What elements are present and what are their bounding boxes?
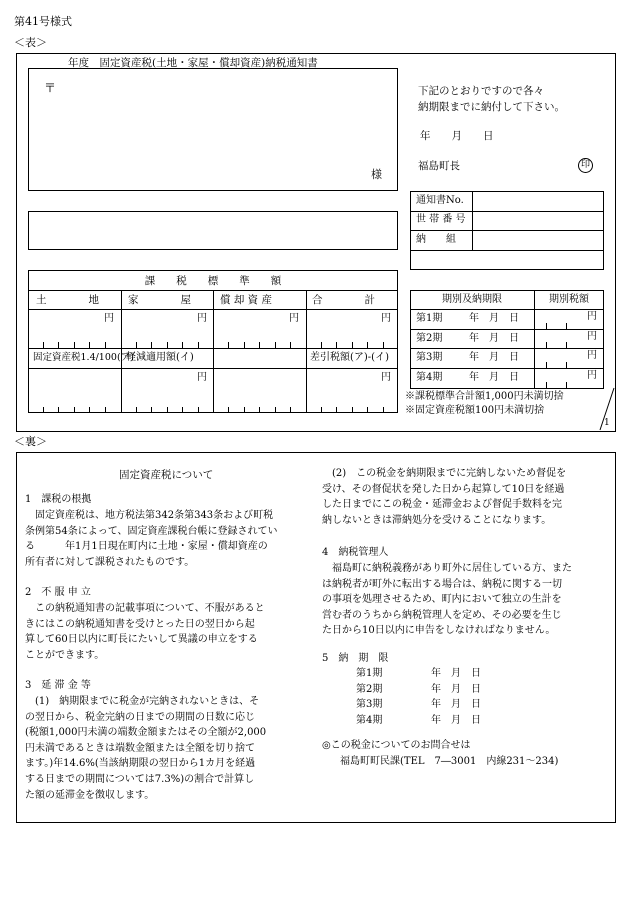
yen-reduction: 円 — [197, 372, 207, 383]
period-1-date: 年 月 日 — [469, 313, 519, 324]
tax-standard-header: 課 税 標 準 額 — [144, 275, 282, 287]
info-label-group: 納 組 — [416, 234, 456, 245]
sama-label: 様 — [371, 168, 382, 181]
yen-depreciable: 円 — [289, 313, 299, 324]
s5-period-2-name: 第2期 — [356, 684, 383, 695]
remarks-box — [28, 211, 398, 250]
postal-mark: 〒 — [44, 81, 57, 95]
back-label: ＜裏＞ — [14, 435, 47, 448]
info-label-household: 世 帯 番 号 — [416, 214, 466, 225]
issue-date: 年 月 日 — [420, 130, 494, 142]
amount-header: 期別税額 — [549, 294, 589, 305]
period-1-name: 第1期 — [416, 313, 443, 324]
back-title: 固定資産税について — [119, 469, 214, 481]
s4-body: 福島町に納税義務があり町外に居住している方、また は納税者が町外に転出する場合は、納税に関する一切 の事項を処理させるため、町内において独立の生計を 営む者のうちから納税管理人を定め、その必要を生じ た日から10日以内に申告をしなければなりません。 — [322, 563, 572, 637]
notice-line-2: 納期限までに納付して下さい。 — [418, 101, 565, 113]
seal-mark: 印 — [578, 158, 593, 173]
col-house: 家 屋 — [128, 294, 191, 306]
notice-line-1: 下記のとおりですので各々 — [418, 85, 544, 97]
yen-house: 円 — [197, 313, 207, 324]
s3-heading: 3 延 滞 金 等 — [25, 680, 91, 691]
info-label-notice-no: 通知書No. — [416, 195, 464, 206]
period-2-date: 年 月 日 — [469, 333, 519, 344]
label-fixed-asset-tax: 固定資産税1.4/100(ア) — [33, 352, 134, 363]
yen-total: 円 — [381, 313, 391, 324]
period-4-date: 年 月 日 — [469, 372, 519, 383]
label-reduction: 軽減適用額(イ) — [126, 352, 194, 363]
col-total: 合 計 — [312, 294, 375, 306]
period-header: 期別及納期限 — [442, 294, 502, 305]
s5-period-3-date: 年 月 日 — [431, 699, 481, 710]
s5-period-3-name: 第3期 — [356, 699, 383, 710]
form-number: 第41号様式 — [14, 15, 72, 28]
period-2-name: 第2期 — [416, 333, 443, 344]
yen-land: 円 — [104, 313, 114, 324]
period-3-name: 第3期 — [416, 352, 443, 363]
address-box — [28, 68, 398, 191]
notice-title: 年度 固定資産税(土地・家屋・償却資産)納税通知書 — [68, 57, 318, 69]
s5-heading: 5 納 期 限 — [322, 653, 389, 664]
s1-heading: 1 課税の根拠 — [25, 494, 92, 505]
s5-period-4-name: 第4期 — [356, 715, 383, 726]
period-1-yen: 円 — [587, 311, 597, 322]
period-4-yen: 円 — [587, 370, 597, 381]
s2-body: この納税通知書の記載事項について、不服があると きにはこの納税通知書を受けとった日の翌日から起 算して60日以内に町長にたいして異議の申立をする ことができます。 — [25, 603, 265, 661]
contact-line-1: ◎この税金についてのお問合せは — [322, 740, 471, 751]
note-tax-rounding: ※固定資産税額100円未満切捨 — [405, 405, 545, 416]
front-label: ＜表＞ — [14, 36, 47, 49]
period-4-name: 第4期 — [416, 372, 443, 383]
note-standard-rounding: ※課税標準合計額1,000円未満切捨 — [405, 391, 564, 402]
col-land: 土 地 — [36, 294, 99, 306]
period-2-yen: 円 — [587, 331, 597, 342]
page-number: 1 — [604, 418, 610, 428]
yen-net-tax: 円 — [381, 372, 391, 383]
s3-body: (1) 納期限までに税金が完納されないときは、そ の翌日から、税金完納の日までの期間の日数に応じ (税額1,000円未満の端数金額またはその全額が2,000 円未満であるときは端数金額または全額を切り捨て ます。)年14.6%(当該納期限の翌日から1カ月を経過 する日までの期間については7.3%)の割合で計算し た額の延滞金を徴収します。 — [25, 696, 267, 801]
mayor-name: 福島町長 — [418, 160, 460, 172]
s5-period-1-date: 年 月 日 — [431, 668, 481, 679]
s2-heading: 2 不 服 申 立 — [25, 587, 91, 598]
period-3-yen: 円 — [587, 350, 597, 361]
s5-period-1-name: 第1期 — [356, 668, 383, 679]
period-3-date: 年 月 日 — [469, 352, 519, 363]
s1-body: 固定資産税は、地方税法第342条第343条および町税 条例第54条によって、固定資産課税台帳に登録されてい る 年1月1日現在町内に土地・家屋・償却資産の 所有者に対して課税されたものです。 — [25, 510, 278, 568]
contact-line-2: 福島町町民課(TEL 7―3001 内線231～234) — [340, 756, 559, 767]
s4-heading: 4 納税管理人 — [322, 547, 389, 558]
s5-period-4-date: 年 月 日 — [431, 715, 481, 726]
s3-2-body: (2) この税金を納期限までに完納しないため督促を 受け、その督促状を発した日から起算して10日を経過 した日までにこの税金・延滞金および督促手数料を完 納しないときは滞納処分を受けることになります。 — [322, 468, 567, 526]
col-depreciable: 償 却 資 産 — [220, 294, 273, 306]
s5-period-2-date: 年 月 日 — [431, 684, 481, 695]
label-net-tax: 差引税額(ア)-(イ) — [310, 352, 389, 363]
